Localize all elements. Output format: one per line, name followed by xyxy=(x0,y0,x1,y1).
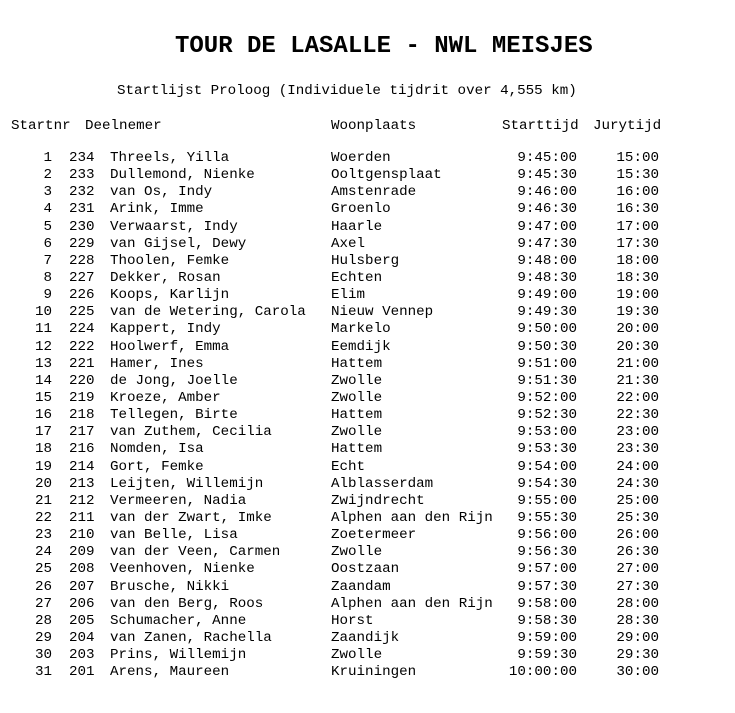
header-starttijd: Starttijd xyxy=(502,118,579,134)
bib-number-cell: 222 xyxy=(69,338,95,355)
start-time-cell: 9:54:30 xyxy=(517,475,577,492)
startnr-cell: 1 xyxy=(43,150,52,166)
jury-time-cell: 26:00 xyxy=(616,527,659,544)
table-row xyxy=(0,167,735,184)
jury-time-cell: 15:30 xyxy=(616,167,659,184)
table-row xyxy=(0,201,735,218)
jury-time-cell: 22:30 xyxy=(616,407,659,424)
bib-number-cell: 218 xyxy=(69,407,95,424)
participant-name-cell: Brusche, Nikki xyxy=(110,578,230,595)
start-time-cell: 9:46:30 xyxy=(517,201,577,218)
jury-time-cell: 30:00 xyxy=(616,664,659,681)
residence-cell: Eemdijk xyxy=(331,338,391,355)
start-time-cell: 9:59:30 xyxy=(517,647,577,664)
start-time-cell: 9:50:30 xyxy=(517,338,577,355)
participant-name-cell: Koops, Karlijn xyxy=(110,287,230,304)
bib-number-cell: 216 xyxy=(69,441,95,458)
participant-name-cell: Thoolen, Femke xyxy=(110,252,230,269)
residence-cell: Amstenrade xyxy=(331,184,417,201)
jury-time-cell: 20:00 xyxy=(616,321,659,338)
bib-number-cell: 232 xyxy=(69,184,95,201)
start-list xyxy=(0,150,735,681)
start-time-cell: 9:58:30 xyxy=(517,612,577,629)
startnr-cell: 19 xyxy=(34,458,52,475)
start-time-cell: 9:49:30 xyxy=(517,304,577,321)
residence-cell: Zoetermeer xyxy=(331,527,417,544)
header-startnr: Startnr xyxy=(11,118,71,134)
startnr-cell: 9 xyxy=(43,287,52,304)
bib-number-cell: 208 xyxy=(69,561,95,578)
start-time-cell: 9:47:30 xyxy=(517,235,577,252)
bib-number-cell: 210 xyxy=(69,527,95,544)
jury-time-cell: 25:00 xyxy=(616,492,659,509)
table-row xyxy=(0,407,735,424)
jury-time-cell: 26:30 xyxy=(616,544,659,561)
startnr-cell: 7 xyxy=(43,252,52,269)
table-row xyxy=(0,664,735,681)
residence-cell: Zaandam xyxy=(331,578,391,595)
table-row xyxy=(0,493,735,510)
bib-number-cell: 229 xyxy=(69,235,95,252)
jury-time-cell: 27:00 xyxy=(616,561,659,578)
table-row xyxy=(0,596,735,613)
jury-time-cell: 17:30 xyxy=(616,235,659,252)
jury-time-cell: 25:30 xyxy=(616,509,659,526)
bib-number-cell: 204 xyxy=(69,629,95,646)
startnr-cell: 28 xyxy=(34,612,52,629)
table-row xyxy=(0,184,735,201)
start-time-cell: 9:54:00 xyxy=(517,458,577,475)
startnr-cell: 17 xyxy=(34,424,52,441)
participant-name-cell: Tellegen, Birte xyxy=(110,407,238,424)
jury-time-cell: 16:00 xyxy=(616,184,659,201)
bib-number-cell: 231 xyxy=(69,201,95,218)
participant-name-cell: Threels, Yilla xyxy=(110,150,230,166)
jury-time-cell: 23:00 xyxy=(616,424,659,441)
bib-number-cell: 225 xyxy=(69,304,95,321)
jury-time-cell: 28:00 xyxy=(616,595,659,612)
participant-name-cell: van Os, Indy xyxy=(110,184,213,201)
startnr-cell: 5 xyxy=(43,218,52,235)
jury-time-cell: 29:30 xyxy=(616,647,659,664)
participant-name-cell: Hoolwerf, Emma xyxy=(110,338,230,355)
start-time-cell: 9:59:00 xyxy=(517,629,577,646)
table-row xyxy=(0,424,735,441)
residence-cell: Groenlo xyxy=(331,201,391,218)
startnr-cell: 15 xyxy=(34,389,52,406)
table-row xyxy=(0,304,735,321)
participant-name-cell: Kroeze, Amber xyxy=(110,389,221,406)
participant-name-cell: Leijten, Willemijn xyxy=(110,475,264,492)
table-row xyxy=(0,647,735,664)
residence-cell: Horst xyxy=(331,612,374,629)
startnr-cell: 4 xyxy=(43,201,52,218)
participant-name-cell: de Jong, Joelle xyxy=(110,372,238,389)
bib-number-cell: 205 xyxy=(69,612,95,629)
participant-name-cell: Dekker, Rosan xyxy=(110,269,221,286)
residence-cell: Nieuw Vennep xyxy=(331,304,434,321)
bib-number-cell: 209 xyxy=(69,544,95,561)
startnr-cell: 29 xyxy=(34,629,52,646)
residence-cell: Echten xyxy=(331,269,383,286)
jury-time-cell: 19:30 xyxy=(616,304,659,321)
residence-cell: Zwolle xyxy=(331,544,383,561)
start-time-cell: 9:48:00 xyxy=(517,252,577,269)
startnr-cell: 25 xyxy=(34,561,52,578)
participant-name-cell: Schumacher, Anne xyxy=(110,612,247,629)
table-row xyxy=(0,219,735,236)
jury-time-cell: 19:00 xyxy=(616,287,659,304)
start-time-cell: 9:55:00 xyxy=(517,492,577,509)
start-time-cell: 9:55:30 xyxy=(517,509,577,526)
participant-name-cell: Dullemond, Nienke xyxy=(110,167,255,184)
residence-cell: Markelo xyxy=(331,321,391,338)
jury-time-cell: 24:00 xyxy=(616,458,659,475)
residence-cell: Zwolle xyxy=(331,647,383,664)
table-row xyxy=(0,579,735,596)
start-time-cell: 9:58:00 xyxy=(517,595,577,612)
header-jurytijd: Jurytijd xyxy=(593,118,662,134)
residence-cell: Elim xyxy=(331,287,366,304)
start-time-cell: 9:57:30 xyxy=(517,578,577,595)
startnr-cell: 21 xyxy=(34,492,52,509)
jury-time-cell: 21:00 xyxy=(616,355,659,372)
header-woonplaats: Woonplaats xyxy=(331,118,417,134)
participant-name-cell: Arens, Maureen xyxy=(110,664,230,681)
bib-number-cell: 213 xyxy=(69,475,95,492)
table-row xyxy=(0,287,735,304)
startnr-cell: 12 xyxy=(34,338,52,355)
startnr-cell: 8 xyxy=(43,269,52,286)
start-time-cell: 9:49:00 xyxy=(517,287,577,304)
start-time-cell: 9:50:00 xyxy=(517,321,577,338)
startnr-cell: 23 xyxy=(34,527,52,544)
start-time-cell: 9:53:30 xyxy=(517,441,577,458)
bib-number-cell: 220 xyxy=(69,372,95,389)
startnr-cell: 16 xyxy=(34,407,52,424)
jury-time-cell: 22:00 xyxy=(616,389,659,406)
jury-time-cell: 21:30 xyxy=(616,372,659,389)
jury-time-cell: 18:30 xyxy=(616,269,659,286)
residence-cell: Hulsberg xyxy=(331,252,400,269)
table-row xyxy=(0,150,735,167)
residence-cell: Zwolle xyxy=(331,424,383,441)
start-time-cell: 10:00:00 xyxy=(508,664,577,681)
bib-number-cell: 201 xyxy=(69,664,95,681)
jury-time-cell: 23:30 xyxy=(616,441,659,458)
table-row xyxy=(0,510,735,527)
table-row xyxy=(0,476,735,493)
startnr-cell: 3 xyxy=(43,184,52,201)
table-row xyxy=(0,544,735,561)
residence-cell: Hattem xyxy=(331,355,383,372)
residence-cell: Hattem xyxy=(331,441,383,458)
table-row xyxy=(0,373,735,390)
residence-cell: Oostzaan xyxy=(331,561,400,578)
jury-time-cell: 18:00 xyxy=(616,252,659,269)
start-time-cell: 9:46:00 xyxy=(517,184,577,201)
participant-name-cell: van Zanen, Rachella xyxy=(110,629,272,646)
participant-name-cell: Kappert, Indy xyxy=(110,321,221,338)
participant-name-cell: van den Berg, Roos xyxy=(110,595,264,612)
start-time-cell: 9:56:00 xyxy=(517,527,577,544)
jury-time-cell: 20:30 xyxy=(616,338,659,355)
participant-name-cell: van der Veen, Carmen xyxy=(110,544,281,561)
startnr-cell: 14 xyxy=(34,372,52,389)
bib-number-cell: 234 xyxy=(69,150,95,166)
header-deelnemer: Deelnemer xyxy=(85,118,162,134)
bib-number-cell: 219 xyxy=(69,389,95,406)
table-row xyxy=(0,630,735,647)
start-time-cell: 9:56:30 xyxy=(517,544,577,561)
participant-name-cell: Arink, Imme xyxy=(110,201,204,218)
start-time-cell: 9:52:00 xyxy=(517,389,577,406)
participant-name-cell: Vermeeren, Nadia xyxy=(110,492,247,509)
residence-cell: Zwolle xyxy=(331,389,383,406)
jury-time-cell: 15:00 xyxy=(616,150,659,166)
bib-number-cell: 227 xyxy=(69,269,95,286)
jury-time-cell: 17:00 xyxy=(616,218,659,235)
jury-time-cell: 16:30 xyxy=(616,201,659,218)
participant-name-cell: Veenhoven, Nienke xyxy=(110,561,255,578)
residence-cell: Zwijndrecht xyxy=(331,492,425,509)
table-row xyxy=(0,441,735,458)
table-row xyxy=(0,270,735,287)
start-time-cell: 9:53:00 xyxy=(517,424,577,441)
table-row xyxy=(0,321,735,338)
residence-cell: Hattem xyxy=(331,407,383,424)
residence-cell: Axel xyxy=(331,235,366,252)
table-row xyxy=(0,356,735,373)
table-row xyxy=(0,527,735,544)
startnr-cell: 6 xyxy=(43,235,52,252)
bib-number-cell: 221 xyxy=(69,355,95,372)
startnr-cell: 13 xyxy=(34,355,52,372)
bib-number-cell: 206 xyxy=(69,595,95,612)
start-time-cell: 9:47:00 xyxy=(517,218,577,235)
residence-cell: Alphen aan den Rijn xyxy=(331,509,493,526)
residence-cell: Echt xyxy=(331,458,366,475)
startnr-cell: 10 xyxy=(34,304,52,321)
startnr-cell: 11 xyxy=(34,321,52,338)
start-time-cell: 9:52:30 xyxy=(517,407,577,424)
residence-cell: Haarle xyxy=(331,218,383,235)
startnr-cell: 24 xyxy=(34,544,52,561)
startnr-cell: 31 xyxy=(34,664,52,681)
start-time-cell: 9:51:00 xyxy=(517,355,577,372)
bib-number-cell: 203 xyxy=(69,647,95,664)
participant-name-cell: van der Zwart, Imke xyxy=(110,509,272,526)
startnr-cell: 2 xyxy=(43,167,52,184)
startnr-cell: 20 xyxy=(34,475,52,492)
page-title: TOUR DE LASALLE - NWL MEISJES xyxy=(175,33,593,60)
participant-name-cell: van de Wetering, Carola xyxy=(110,304,306,321)
participant-name-cell: Verwaarst, Indy xyxy=(110,218,238,235)
bib-number-cell: 211 xyxy=(69,509,95,526)
table-row xyxy=(0,339,735,356)
residence-cell: Woerden xyxy=(331,150,391,166)
table-row xyxy=(0,561,735,578)
start-time-cell: 9:51:30 xyxy=(517,372,577,389)
residence-cell: Ooltgensplaat xyxy=(331,167,442,184)
startnr-cell: 26 xyxy=(34,578,52,595)
bib-number-cell: 207 xyxy=(69,578,95,595)
bib-number-cell: 214 xyxy=(69,458,95,475)
participant-name-cell: Prins, Willemijn xyxy=(110,647,247,664)
participant-name-cell: van Zuthem, Cecilia xyxy=(110,424,272,441)
page-subtitle: Startlijst Proloog (Individuele tijdrit over 4,555 km) xyxy=(117,83,577,99)
residence-cell: Kruiningen xyxy=(331,664,417,681)
participant-name-cell: Hamer, Ines xyxy=(110,355,204,372)
residence-cell: Zwolle xyxy=(331,372,383,389)
table-row xyxy=(0,390,735,407)
participant-name-cell: van Gijsel, Dewy xyxy=(110,235,247,252)
bib-number-cell: 224 xyxy=(69,321,95,338)
startnr-cell: 30 xyxy=(34,647,52,664)
residence-cell: Zaandijk xyxy=(331,629,400,646)
jury-time-cell: 24:30 xyxy=(616,475,659,492)
bib-number-cell: 217 xyxy=(69,424,95,441)
start-time-cell: 9:48:30 xyxy=(517,269,577,286)
start-time-cell: 9:57:00 xyxy=(517,561,577,578)
startnr-cell: 22 xyxy=(34,509,52,526)
startnr-cell: 27 xyxy=(34,595,52,612)
participant-name-cell: Nomden, Isa xyxy=(110,441,204,458)
jury-time-cell: 27:30 xyxy=(616,578,659,595)
startnr-cell: 18 xyxy=(34,441,52,458)
jury-time-cell: 28:30 xyxy=(616,612,659,629)
start-time-cell: 9:45:30 xyxy=(517,167,577,184)
bib-number-cell: 233 xyxy=(69,167,95,184)
start-time-cell: 9:45:00 xyxy=(517,150,577,166)
table-row xyxy=(0,613,735,630)
bib-number-cell: 226 xyxy=(69,287,95,304)
participant-name-cell: Gort, Femke xyxy=(110,458,204,475)
bib-number-cell: 230 xyxy=(69,218,95,235)
residence-cell: Alblasserdam xyxy=(331,475,434,492)
bib-number-cell: 228 xyxy=(69,252,95,269)
table-row xyxy=(0,253,735,270)
bib-number-cell: 212 xyxy=(69,492,95,509)
residence-cell: Alphen aan den Rijn xyxy=(331,595,493,612)
table-row xyxy=(0,459,735,476)
jury-time-cell: 29:00 xyxy=(616,629,659,646)
table-row xyxy=(0,236,735,253)
participant-name-cell: van Belle, Lisa xyxy=(110,527,238,544)
